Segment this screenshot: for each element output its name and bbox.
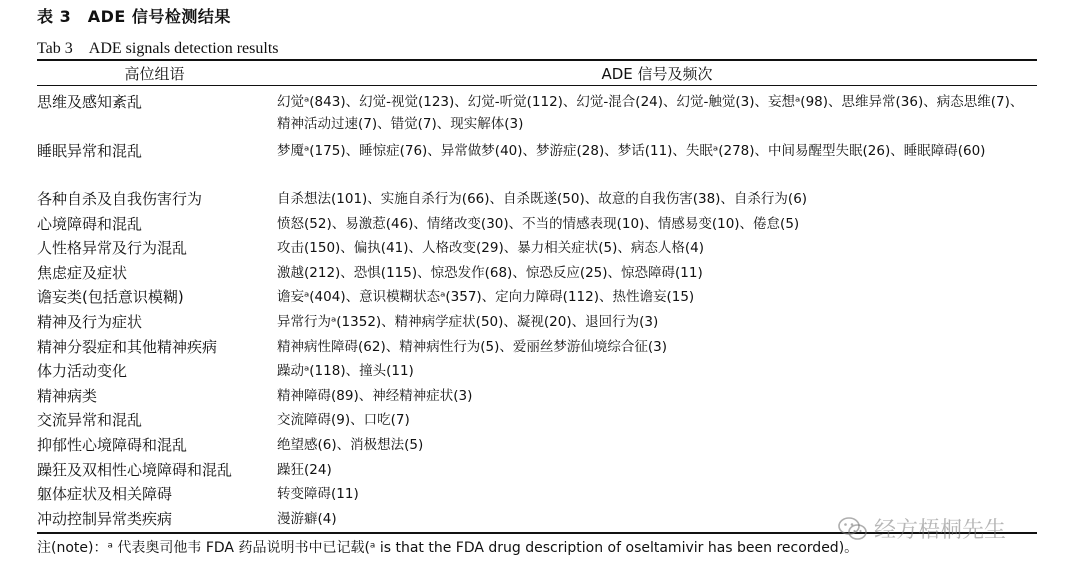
table-row <box>37 458 1037 483</box>
group-cell: 精神病类 <box>37 386 98 405</box>
table-title-cn: 表 3 ADE 信号检测结果 <box>37 7 231 26</box>
table-footnote: 注(note)：ᵃ 代表奥司他韦 FDA 药品说明书中已记载(ᵃ is that the FDA drug description of oseltamivir has been recorded)。 <box>37 540 859 556</box>
group-cell: 交流异常和混乱 <box>37 411 143 430</box>
table-row <box>37 90 1037 139</box>
group-cell: 各种自杀及自我伤害行为 <box>37 190 203 208</box>
signals-cell: 自杀想法(101)、实施自杀行为(66)、自杀既遂(50)、故意的自我伤害(38)、自杀行为(6) <box>277 191 808 207</box>
group-cell: 冲动控制异常类疾病 <box>37 509 173 528</box>
signals-cell: 躁动ᵃ(118)、撞头(11) <box>277 363 414 380</box>
table-row <box>37 482 1037 507</box>
table-row <box>37 384 1037 409</box>
table-row <box>37 212 1037 237</box>
group-cell: 睡眠异常和混乱 <box>37 142 143 160</box>
signals-cell: 精神病性障碍(62)、精神病性行为(5)、爱丽丝梦游仙境综合征(3) <box>277 338 667 355</box>
header-signals-column: ADE 信号及频次 <box>601 65 713 83</box>
signals-cell: 梦魇ᵃ(175)、睡惊症(76)、异常做梦(40)、梦游症(28)、梦话(11)、失眠ᵃ(278)、中间易醒型失眠(26)、睡眠障碍(60) <box>277 143 986 159</box>
table-row <box>37 359 1037 384</box>
signals-cell: 漫游癖(4) <box>277 510 337 527</box>
table-row <box>37 433 1037 458</box>
signals-cell: 异常行为ᵃ(1352)、精神病学症状(50)、凝视(20)、退回行为(3) <box>277 313 659 330</box>
group-cell: 躯体症状及相关障碍 <box>37 485 173 504</box>
table-header-rule <box>37 85 1037 86</box>
header-group-column: 高位组语 <box>124 65 185 83</box>
group-cell: 精神及行为症状 <box>37 312 143 331</box>
signals-cell: 激越(212)、恐惧(115)、惊恐发作(68)、惊恐反应(25)、惊恐障碍(11) <box>277 264 703 281</box>
signals-cell: 转变障碍(11) <box>277 486 359 503</box>
signals-cell: 幻觉ᵃ(843)、幻觉-视觉(123)、幻觉-听觉(112)、幻觉-混合(24)、幻觉-触觉(3)、妄想ᵃ(98)、思维异常(36)、病态思维(7)、精神活动过速(7)、错觉(7)、现实解体(3) <box>277 94 1024 132</box>
group-cell: 焦虑症及症状 <box>37 263 128 282</box>
group-cell: 思维及感知紊乱 <box>37 93 143 111</box>
table-row <box>37 236 1037 261</box>
signals-cell: 交流障碍(9)、口吃(7) <box>277 412 410 429</box>
signals-cell: 精神障碍(89)、神经精神症状(3) <box>277 387 473 404</box>
group-cell: 躁狂及双相性心境障碍和混乱 <box>37 460 233 479</box>
table-row <box>37 261 1037 286</box>
table-row <box>37 310 1037 335</box>
table-row <box>37 285 1037 310</box>
group-cell: 心境障碍和混乱 <box>37 214 143 233</box>
group-cell: 谵妄类(包括意识模糊) <box>37 288 184 307</box>
watermark-text: 经方梧桐先生 <box>874 518 1007 543</box>
signals-cell: 愤怒(52)、易激惹(46)、情绪改变(30)、不当的情感表现(10)、情感易变(10)、倦怠(5) <box>277 215 800 232</box>
signals-cell: 谵妄ᵃ(404)、意识模糊状态ᵃ(357)、定向力障碍(112)、热性谵妄(15) <box>277 289 695 306</box>
table-body <box>37 90 1037 531</box>
table-row <box>37 507 1037 532</box>
group-cell: 人性格异常及行为混乱 <box>37 239 188 258</box>
table-row <box>37 408 1037 433</box>
table-row <box>37 139 1037 187</box>
table-bottom-rule <box>37 532 1037 534</box>
signals-cell: 躁狂(24) <box>277 461 332 478</box>
signals-cell: 攻击(150)、偏执(41)、人格改变(29)、暴力相关症状(5)、病态人格(4) <box>277 240 704 257</box>
table-row <box>37 335 1037 360</box>
group-cell: 精神分裂症和其他精神疾病 <box>37 337 218 356</box>
table-top-rule <box>37 59 1037 61</box>
signals-cell: 绝望感(6)、消极想法(5) <box>277 436 424 453</box>
table-title-en: Tab 3 ADE signals detection results <box>37 40 279 57</box>
group-cell: 体力活动变化 <box>37 362 128 381</box>
group-cell: 抑郁性心境障碍和混乱 <box>37 435 188 454</box>
table-row <box>37 187 1037 212</box>
